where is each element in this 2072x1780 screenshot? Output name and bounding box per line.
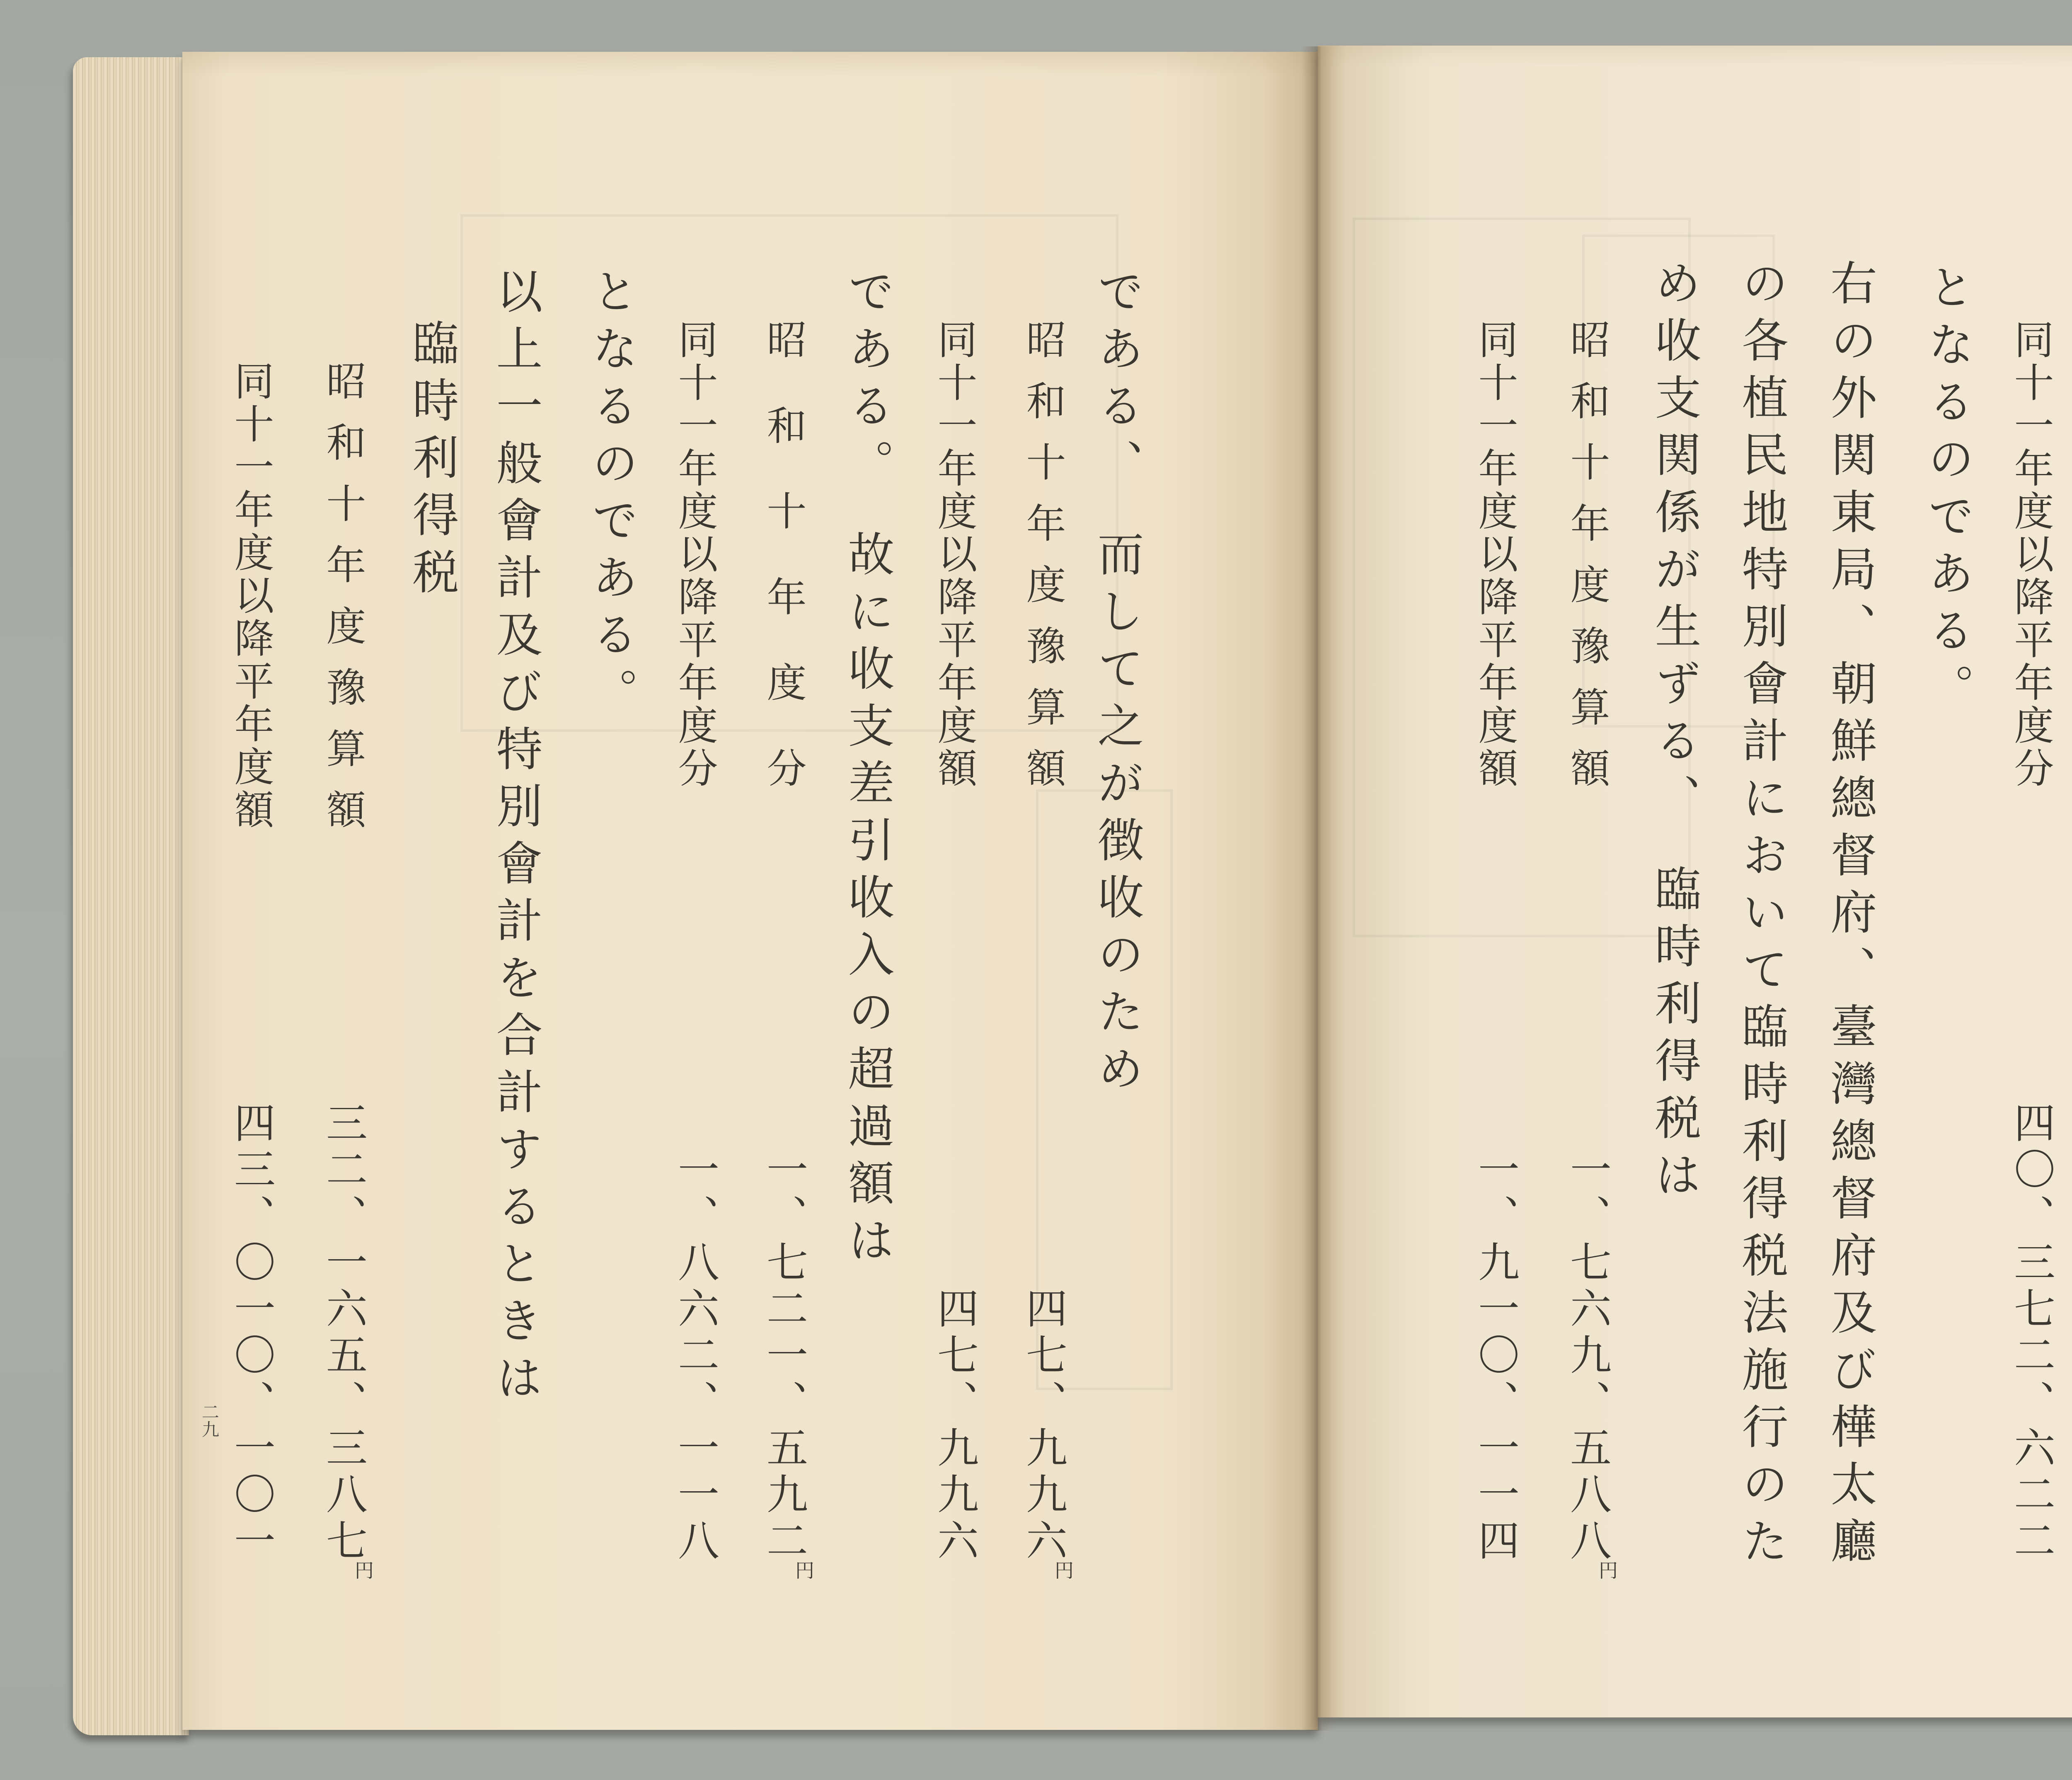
line-label: 同十一年度以降平年度額 (228, 360, 274, 829)
left-page (182, 52, 1318, 1730)
yen-unit: 円 (792, 1560, 815, 1579)
body-line: め收支関係が生ずる、 臨時利得税は (1647, 259, 1701, 1208)
line-amount (1464, 1148, 1526, 1565)
yen-unit: 円 (352, 1560, 374, 1579)
line-amount (220, 1101, 282, 1565)
line-label: 同十一年度以降平年度分 (2008, 319, 2054, 787)
body-line: となるのである。 (584, 267, 638, 725)
body-line: である。 故に收支差引收入の超過額は (840, 267, 894, 1273)
body-line: の各植民地特別會計において臨時利得税法施行のた (1734, 259, 1788, 1574)
line-amount (2000, 1101, 2062, 1565)
book-gutter-shadow (1301, 46, 1334, 1731)
line-amount (312, 1101, 374, 1579)
amount-value: 四七、九九六 (930, 1287, 979, 1565)
body-line: である、 而して之が徴收のため (1090, 267, 1144, 1102)
line-label: 昭和十年度豫算額 (320, 360, 366, 829)
line-label: 同十一年度以降平年度額 (1472, 319, 1518, 787)
yen-unit: 円 (1596, 1560, 1618, 1579)
line-amount (664, 1148, 726, 1565)
amount-value: 四七、九九六 (1019, 1287, 1067, 1565)
line-label: 昭和十年度豫算額 (1020, 319, 1066, 787)
line-label: 同十一年度以降平年度額 (931, 319, 978, 787)
body-line: となるのである。 (1920, 263, 1974, 721)
amount-value: 一、七六九、五八八 (1563, 1148, 1612, 1565)
line-amount (1556, 1148, 1618, 1579)
line-label: 昭和十年度分 (760, 319, 807, 787)
amount-value: 四三、〇一〇、一〇一 (227, 1101, 276, 1565)
amount-value: 四〇、三七二、六二二 (2007, 1101, 2055, 1565)
line-amount (923, 1287, 985, 1565)
line-label: 同十一年度以降平年度分 (672, 319, 718, 787)
body-line: 臨時利得税 (405, 319, 459, 605)
amount-value: 一、七二一、五九二 (760, 1148, 808, 1565)
amount-value: 三二、一六五、三八七 (319, 1101, 368, 1565)
right-page (1318, 46, 2072, 1717)
page-number: 二九 (199, 1403, 220, 1438)
line-label: 昭和十年度豫算額 (1564, 319, 1610, 787)
left-page-block-edge (73, 57, 189, 1735)
line-amount (753, 1148, 815, 1579)
line-amount (1012, 1287, 1074, 1579)
yen-unit: 円 (1052, 1560, 1074, 1579)
amount-value: 一、八六二、一一八 (671, 1148, 719, 1565)
body-line: 以上一般會計及び特別會計を合計するときは (489, 267, 542, 1411)
body-line: 右の外関東局、朝鮮總督府、臺灣總督府及び樺太廳 (1823, 259, 1877, 1574)
amount-value: 一、九一〇、一一四 (1471, 1148, 1520, 1565)
